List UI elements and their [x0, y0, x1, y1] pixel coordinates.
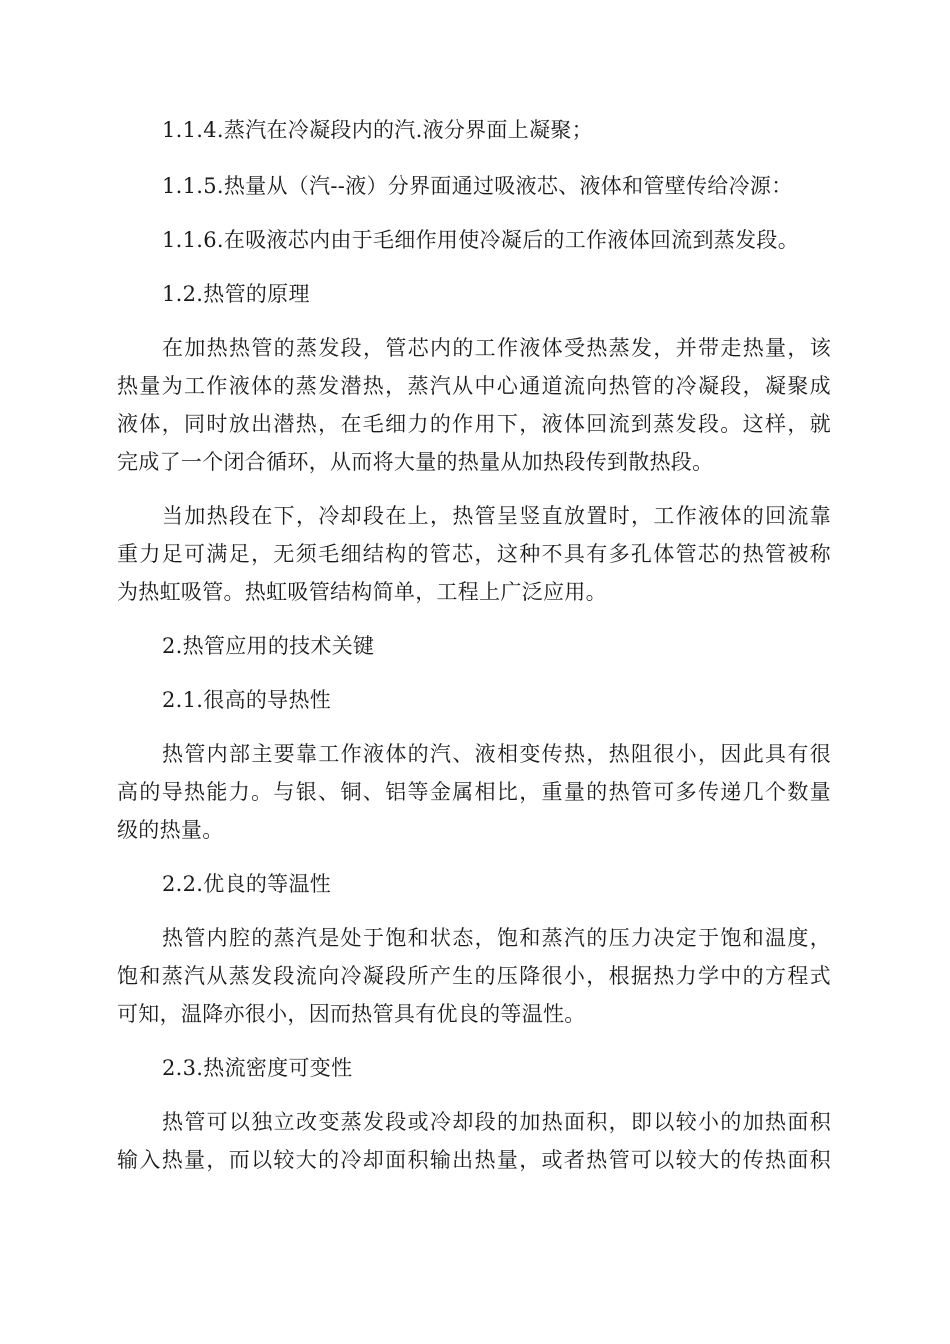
heading-1-1-4: 1.1.4.蒸汽在冷凝段内的汽.液分界面上凝聚； — [162, 118, 593, 142]
heading-2-1: 2.1.很高的导热性 — [162, 688, 332, 712]
paragraph-line: 热量为工作液体的蒸发潜热，蒸汽从中心通道流向热管的冷凝段，凝聚成 — [117, 374, 831, 398]
paragraph-line: 为热虹吸管。热虹吸管结构简单，工程上广泛应用。 — [117, 580, 607, 604]
paragraph-line: 热管内腔的蒸汽是处于饱和状态，饱和蒸汽的压力决定于饱和温度， — [162, 926, 831, 950]
heading-1-1-5: 1.1.5.热量从（汽--液）分界面通过吸液芯、液体和管壁传给冷源： — [162, 174, 793, 198]
paragraph-line: 热管内部主要靠工作液体的汽、液相变传热，热阻很小，因此具有很 — [162, 742, 831, 766]
heading-1-2: 1.2.热管的原理 — [162, 282, 310, 306]
paragraph-line: 重力足可满足，无须毛细结构的管芯，这种不具有多孔体管芯的热管被称 — [117, 542, 831, 566]
paragraph-line: 饱和蒸汽从蒸发段流向冷凝段所产生的压降很小，根据热力学中的方程式 — [117, 964, 831, 988]
paragraph-line: 完成了一个闭合循环，从而将大量的热量从加热段传到散热段。 — [117, 450, 714, 474]
paragraph-line: 液体，同时放出潜热，在毛细力的作用下，液体回流到蒸发段。这样，就 — [117, 412, 831, 436]
heading-1-1-6: 1.1.6.在吸液芯内由于毛细作用使冷凝后的工作液体回流到蒸发段。 — [162, 228, 800, 252]
paragraph-line: 级的热量。 — [117, 818, 224, 842]
heading-2: 2.热管应用的技术关键 — [162, 634, 375, 658]
heading-2-3: 2.3.热流密度可变性 — [162, 1056, 353, 1080]
heading-2-2: 2.2.优良的等温性 — [162, 872, 332, 896]
paragraph-line: 热管可以独立改变蒸发段或冷却段的加热面积，即以较小的加热面积 — [162, 1110, 831, 1134]
paragraph-line: 可知，温降亦很小，因而热管具有优良的等温性。 — [117, 1002, 586, 1026]
paragraph-line: 当加热段在下，冷却段在上，热管呈竖直放置时，工作液体的回流靠 — [162, 504, 831, 528]
paragraph-line: 高的导热能力。与银、铜、铝等金属相比，重量的热管可多传递几个数量 — [117, 780, 831, 804]
paragraph-line: 在加热热管的蒸发段，管芯内的工作液体受热蒸发，并带走热量，该 — [162, 336, 831, 360]
paragraph-line: 输入热量，而以较大的冷却面积输出热量，或者热管可以较大的传热面积 — [117, 1148, 831, 1172]
